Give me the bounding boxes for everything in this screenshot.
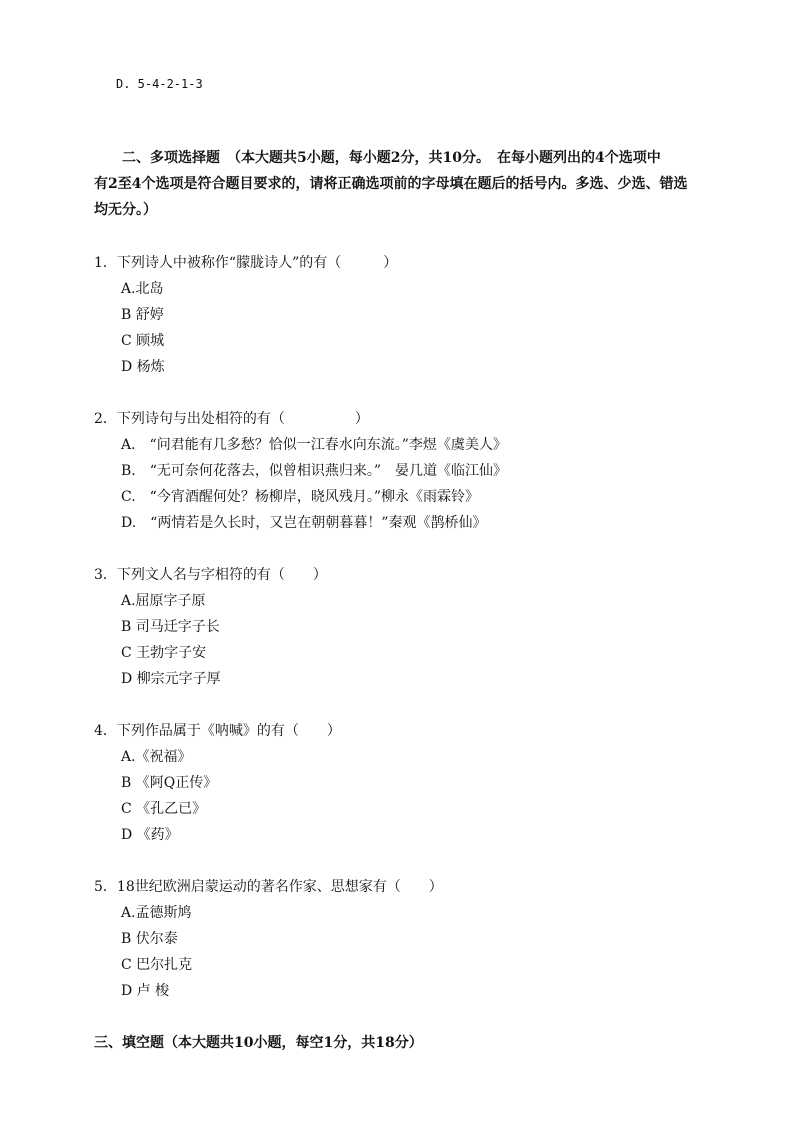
question-4-option-a: A.《祝福》 [121,749,192,765]
question-3-stem: 3．下列文人名与字相符的有（ ） [94,567,327,583]
question-5-option-a: A.孟德斯鸠 [121,905,192,921]
question-2-stem: 2．下列诗句与出处相符的有（ ） [94,411,369,427]
question-1-option-c: C 顾城 [121,333,165,349]
section3-heading: 三、填空题（本大题共10小题，每空1分，共18分） [94,1035,423,1051]
section2-heading-line-2: 有2至4个选项是符合题目要求的，请将正确选项前的字母填在题后的括号内。多选、少选、错选 [94,176,688,192]
question-5-option-d: D 卢 梭 [121,983,170,999]
question-2-option-c: C. “今宵酒醒何处？杨柳岸，晓风残月。”柳永《雨霖铃》 [121,489,479,505]
question-5-option-b: B 伏尔泰 [121,931,178,947]
question-2-option-a: A. “问君能有几多愁？恰似一江春水向东流。”李煜《虞美人》 [121,437,507,453]
question-1-stem: 1．下列诗人中被称作“朦胧诗人”的有（ ） [94,255,398,271]
question-3-option-a: A.屈原字子原 [121,593,206,609]
question-3-option-c: C 王勃字子安 [121,645,207,661]
question-5-option-c: C 巴尔扎克 [121,957,193,973]
question-2-option-b: B. “无可奈何花落去，似曾相识燕归来。” 晏几道《临江仙》 [121,463,508,479]
question-1-option-d: D 杨炼 [121,359,165,375]
question-4-option-d: D 《药》 [121,827,179,843]
question-1-option-a: A.北岛 [121,281,164,297]
question-3-option-d: D 柳宗元字子厚 [121,671,221,687]
question-1-option-b: B 舒婷 [121,307,164,323]
question-4-option-c: C 《孔乙已》 [121,801,207,817]
previous-question-option-d: D. 5-4-2-1-3 [116,77,203,91]
question-5-stem: 5．18世纪欧洲启蒙运动的著名作家、思想家有（ ） [94,879,443,895]
question-4-option-b: B 《阿Q正传》 [121,775,218,791]
question-3-option-b: B 司马迁字子长 [121,619,220,635]
section2-heading-line-3: 均无分。） [94,202,157,218]
section2-heading-line-1: 二、多项选择题 （本大题共5小题，每小题2分，共10分。 在每小题列出的4个选项中 [94,150,661,166]
question-4-stem: 4．下列作品属于《呐喊》的有（ ） [94,723,341,739]
question-2-option-d: D. “两情若是久长时，又岂在朝朝暮暮！”秦观《鹊桥仙》 [121,515,487,531]
